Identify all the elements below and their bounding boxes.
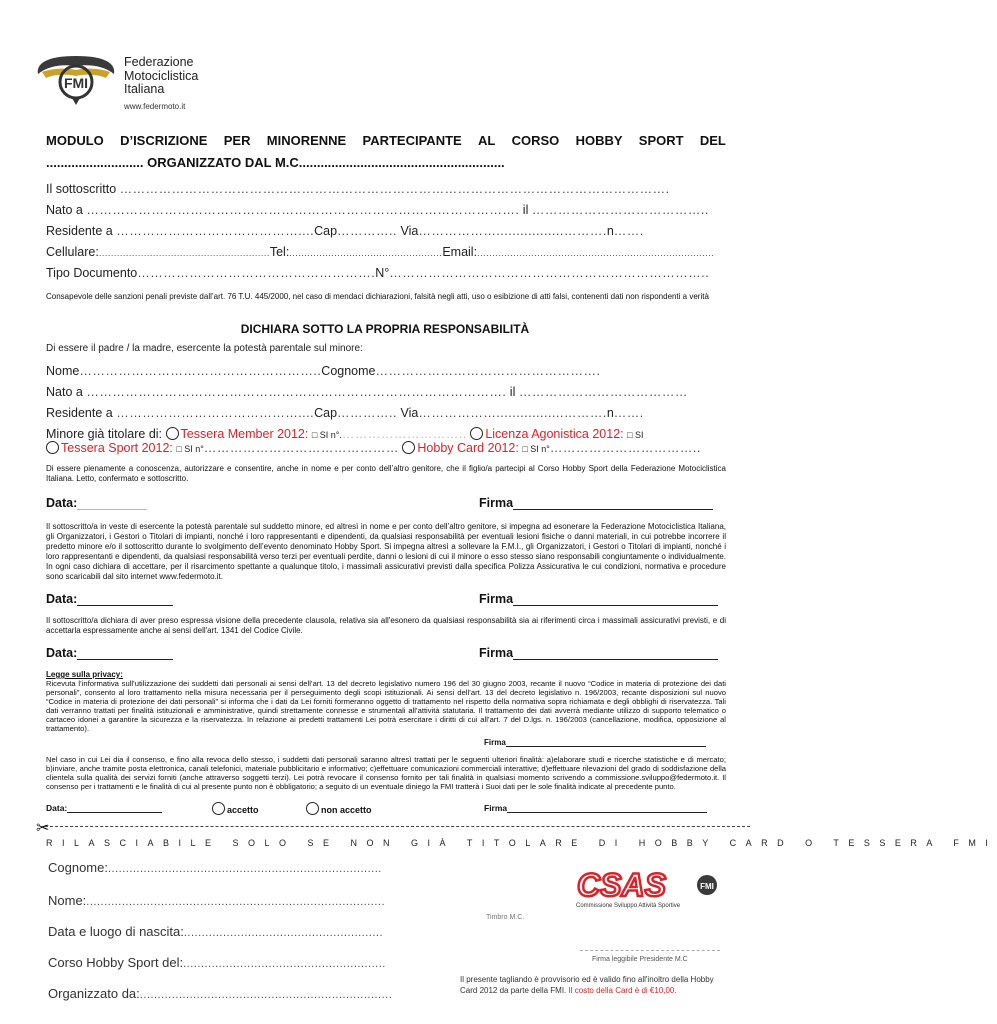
data-field-1[interactable]: Data: bbox=[46, 496, 147, 510]
privacy-text: Ricevuta l’informativa sull’utilizzazione dei suddetti dati personali ai sensi dell’art. 13 del decreto legislativo numero 196 del 30 giugno 2003, recante il nuovo “Codice in materia di protezione dei dati personali”, consento al loro trattamento nella misura necessaria per il perseguimento degli scopi istituzionali. Ai sensi dell’art. 13 del decreto legislativo n. 196/2003, recante disposizioni sul nuovo “Codice in materia di protezione dei dati personali” si informa che i dati da Lei forniti formeranno oggetto di trattamento nel rispetto della normativa sopra richiamata e degli obblighi di riservatezza. Tali dati verranno trattati per finalità istituzionali e amministrative, quindi strettamente connesse e strumentali all’attività statutaria. Il trattamento dei dati avverrà mediante utilizzo di supporto telematico o cartaceo idonei a garantire la sicurezza e la riservatezza. In relazione ai predetti trattamenti Lei potrà esercitare i diritti di cui all’art. 7 del D.lgs. n. 196/2003 (cancellazione, modifica, opposizione al trattamento). bbox=[46, 679, 726, 733]
firma-field-3[interactable]: Firma bbox=[479, 646, 718, 660]
rilascia-banner: RILASCIABILE SOLO SE NON GIÀ TITOLARE DI HOBBY CARD O TESSERA FMI bbox=[46, 838, 997, 848]
stub-organizzato[interactable]: Organizzato da:....................................................................... bbox=[48, 986, 393, 1001]
radio-accetto[interactable]: accetto bbox=[212, 802, 259, 815]
data-field-2[interactable]: Data: bbox=[46, 592, 173, 606]
dichiara-heading: DICHIARA SOTTO LA PROPRIA RESPONSABILITÀ bbox=[240, 322, 530, 336]
field-minor-nome[interactable]: Nome………………………………………………..Cognome……………………………………………. bbox=[46, 364, 601, 378]
liability-text: Il sottoscritto/a in veste di esercente la potestà parentale sul suddetto minore, ed altresì in nome e per conto dell’altro genitore, si impegna ad esonerare la Federazione Motociclistica Italiana, gli Organizzatori, i Gestori o Titolari di impianti, nonché i loro rappresentanti e dipendenti, da qualsiasi responsabilità per eventuali lesioni fisiche o danni materiali, in cui potrebbe incorrere il predetto minore e/o il sottoscritto durante lo svolgimento dell’evento denominato Hobby Sport. Si impegna altresì a sollevare la F.M.I., gli Organizzatori, i Gestori o Titolari di impianti, nonché i loro rappresentanti e dipendenti, da qualsiasi responsabilità verso terzi per eventuali perdite, danni o lesioni di cui il minore o esso stesso siano responsabili congiuntamente o individualmente. In ogni caso dichiara di accettare, per il risarcimento spettante a qualunque titolo, i massimali assicurativi previsti dalla specifica Polizza Assicurativa le cui condizioni, normativa e procedure sono scaricabili dal sito internet www.federmoto.it. bbox=[46, 522, 726, 581]
data-field-3[interactable]: Data: bbox=[46, 646, 173, 660]
data-field-4[interactable]: Data: bbox=[46, 803, 162, 813]
firma-privacy[interactable]: Firma bbox=[484, 738, 706, 747]
website: www.federmoto.it bbox=[124, 102, 186, 111]
svg-text:FMI: FMI bbox=[700, 882, 714, 891]
cut-line bbox=[40, 826, 750, 837]
csas-notice: Il presente tagliando è provvisorio ed è valido fino all'inoltro della Hobby Card 2012 da parte della FMI. Il costo della Card è di €10,00. bbox=[460, 975, 714, 995]
svg-text:FMI: FMI bbox=[63, 75, 89, 91]
stub-cognome[interactable]: Cognome:............................................................................. bbox=[48, 860, 382, 875]
org-line2: Motociclistica bbox=[124, 68, 199, 83]
firma-field-1[interactable]: Firma bbox=[479, 496, 713, 510]
firma-field-4[interactable]: Firma bbox=[484, 803, 707, 813]
org-line3: Italiana bbox=[124, 82, 165, 96]
field-nato-a[interactable]: Nato a ………………………………………………………………………………………. il ………………………………….. bbox=[46, 203, 709, 217]
dichiara-intro: Di essere il padre / la madre, esercente la potestà parentale sul minore: bbox=[46, 343, 363, 354]
stub-data-luogo[interactable]: Data e luogo di nascita:........................................................ bbox=[48, 924, 384, 939]
title-line2: ........................... ORGANIZZATO DAL M.C......................................................... bbox=[46, 155, 505, 170]
field-residente[interactable]: Residente a ……………………………………....Cap………….. Via……………….................……….n……. bbox=[46, 224, 644, 238]
radio-hobby-card[interactable] bbox=[402, 441, 415, 454]
csas-logo-text: CSAS bbox=[577, 867, 666, 903]
scissors-icon: ✂ bbox=[36, 820, 50, 837]
radio-non-accetto[interactable]: non accetto bbox=[306, 802, 372, 815]
radio-tessera-sport[interactable] bbox=[46, 441, 59, 454]
clausola-text: Il sottoscritto/a dichiara di aver preso espressa visione della precedente clausola, relativa sia all'esonero da qualsiasi responsabilità sia ai riferimenti circa i massimali assicurativi previsti, e di accettarla espressamente anche ai sensi dell'art. 1341 del Codice Civile. bbox=[46, 616, 726, 635]
field-minor-residente[interactable]: Residente a ……………………………………....Cap………….. Via……………….................……….n……. bbox=[46, 406, 644, 420]
field-sottoscritto[interactable]: Il sottoscritto ………………………………………………………………………………………………………………. bbox=[46, 182, 670, 196]
stub-nome[interactable]: Nome:.................................................................................... bbox=[48, 893, 386, 908]
timbro-label: Timbro M.C. bbox=[486, 914, 525, 921]
consent-text: Di essere pienamente a conoscenza, autorizzare e consentire, anche in nome e per conto dell’altro genitore, che il figlio/a partecipi al Corso Hobby Sport della Federazione Motociclistica Italiana. Letto, confermato e sottoscritto. bbox=[46, 464, 726, 483]
firma-presidente: Firma leggibile Presidente M.C bbox=[592, 956, 688, 963]
federation-name bbox=[124, 56, 198, 97]
title-line1: MODULO D’ISCRIZIONE PER MINORENNE PARTECIPANTE AL CORSO HOBBY SPORT DEL bbox=[46, 133, 726, 148]
firma-field-2[interactable]: Firma bbox=[479, 592, 718, 606]
radio-licenza[interactable] bbox=[470, 427, 483, 440]
radio-tessera-member[interactable] bbox=[166, 427, 179, 440]
csas-logo bbox=[575, 868, 725, 908]
field-minor-titolare[interactable]: Minore già titolare di: Tessera Member 2012: □ SI n°.……………………….. Licenza Agonistica 2012: □ SI bbox=[46, 427, 644, 441]
csas-subtitle: Commissione Sviluppo Attività Sportive bbox=[576, 903, 681, 909]
privacy-heading: Legge sulla privacy: bbox=[46, 670, 123, 679]
org-line1: Federazione bbox=[124, 55, 194, 69]
form-title bbox=[46, 130, 726, 174]
field-minor-titolare-2[interactable]: Tessera Sport 2012: □ SI n°……………………………………… Hobby Card 2012: □ SI n°…………………………….. bbox=[46, 441, 701, 455]
consent2-text: Nel caso in cui Lei dia il consenso, e fino alla revoca dello stesso, i suddetti dati personali saranno altresì trattati per le seguenti ulteriori finalità: a)elaborare studi e ricerche statistiche e di mercato; b)inviare, anche tramite posta elettronica, canali telefonici, materiale pubblicitario e informativo; c)effettuare comunicazioni commerciali interattive; d)effettuare rilevazioni del grado di soddisfazione della clientela sulla qualità dei servizi forniti (anche attraverso soggetti terzi). Lei potrà revocare il consenso fornito per tali finalità in qualsiasi momento scrivendo a commissione.sviluppo@federmoto.it. Il consenso per i trattamenti e le finalità di cui al presente punto non è obbligatorio; a seguito di un eventuale diniego la FMI tratterà i Suoi dati per le sole finalità indicate al precedente punto. bbox=[46, 755, 726, 791]
field-minor-nato[interactable]: Nato a ……………………………………………………………………………………. il ………………………………… bbox=[46, 385, 688, 399]
firma-presidente-line[interactable] bbox=[580, 950, 720, 951]
field-documento[interactable]: Tipo Documento……………………………………………….N°……………………………………………………………….. bbox=[46, 266, 710, 280]
fmi-logo bbox=[36, 50, 116, 105]
field-contatti[interactable]: Cellulare:.........................................................Tel:...................................................Email:............................................................................... bbox=[46, 245, 715, 259]
stub-corso[interactable]: Corso Hobby Sport del:......................................................... bbox=[48, 955, 386, 970]
declaration-note: Consapevole delle sanzioni penali previste dall’art. 76 T.U. 445/2000, nel caso di mendaci dichiarazioni, falsità negli atti, uso o esibizione di atti falsi, contenenti dati non rispondenti a verità bbox=[46, 292, 709, 301]
